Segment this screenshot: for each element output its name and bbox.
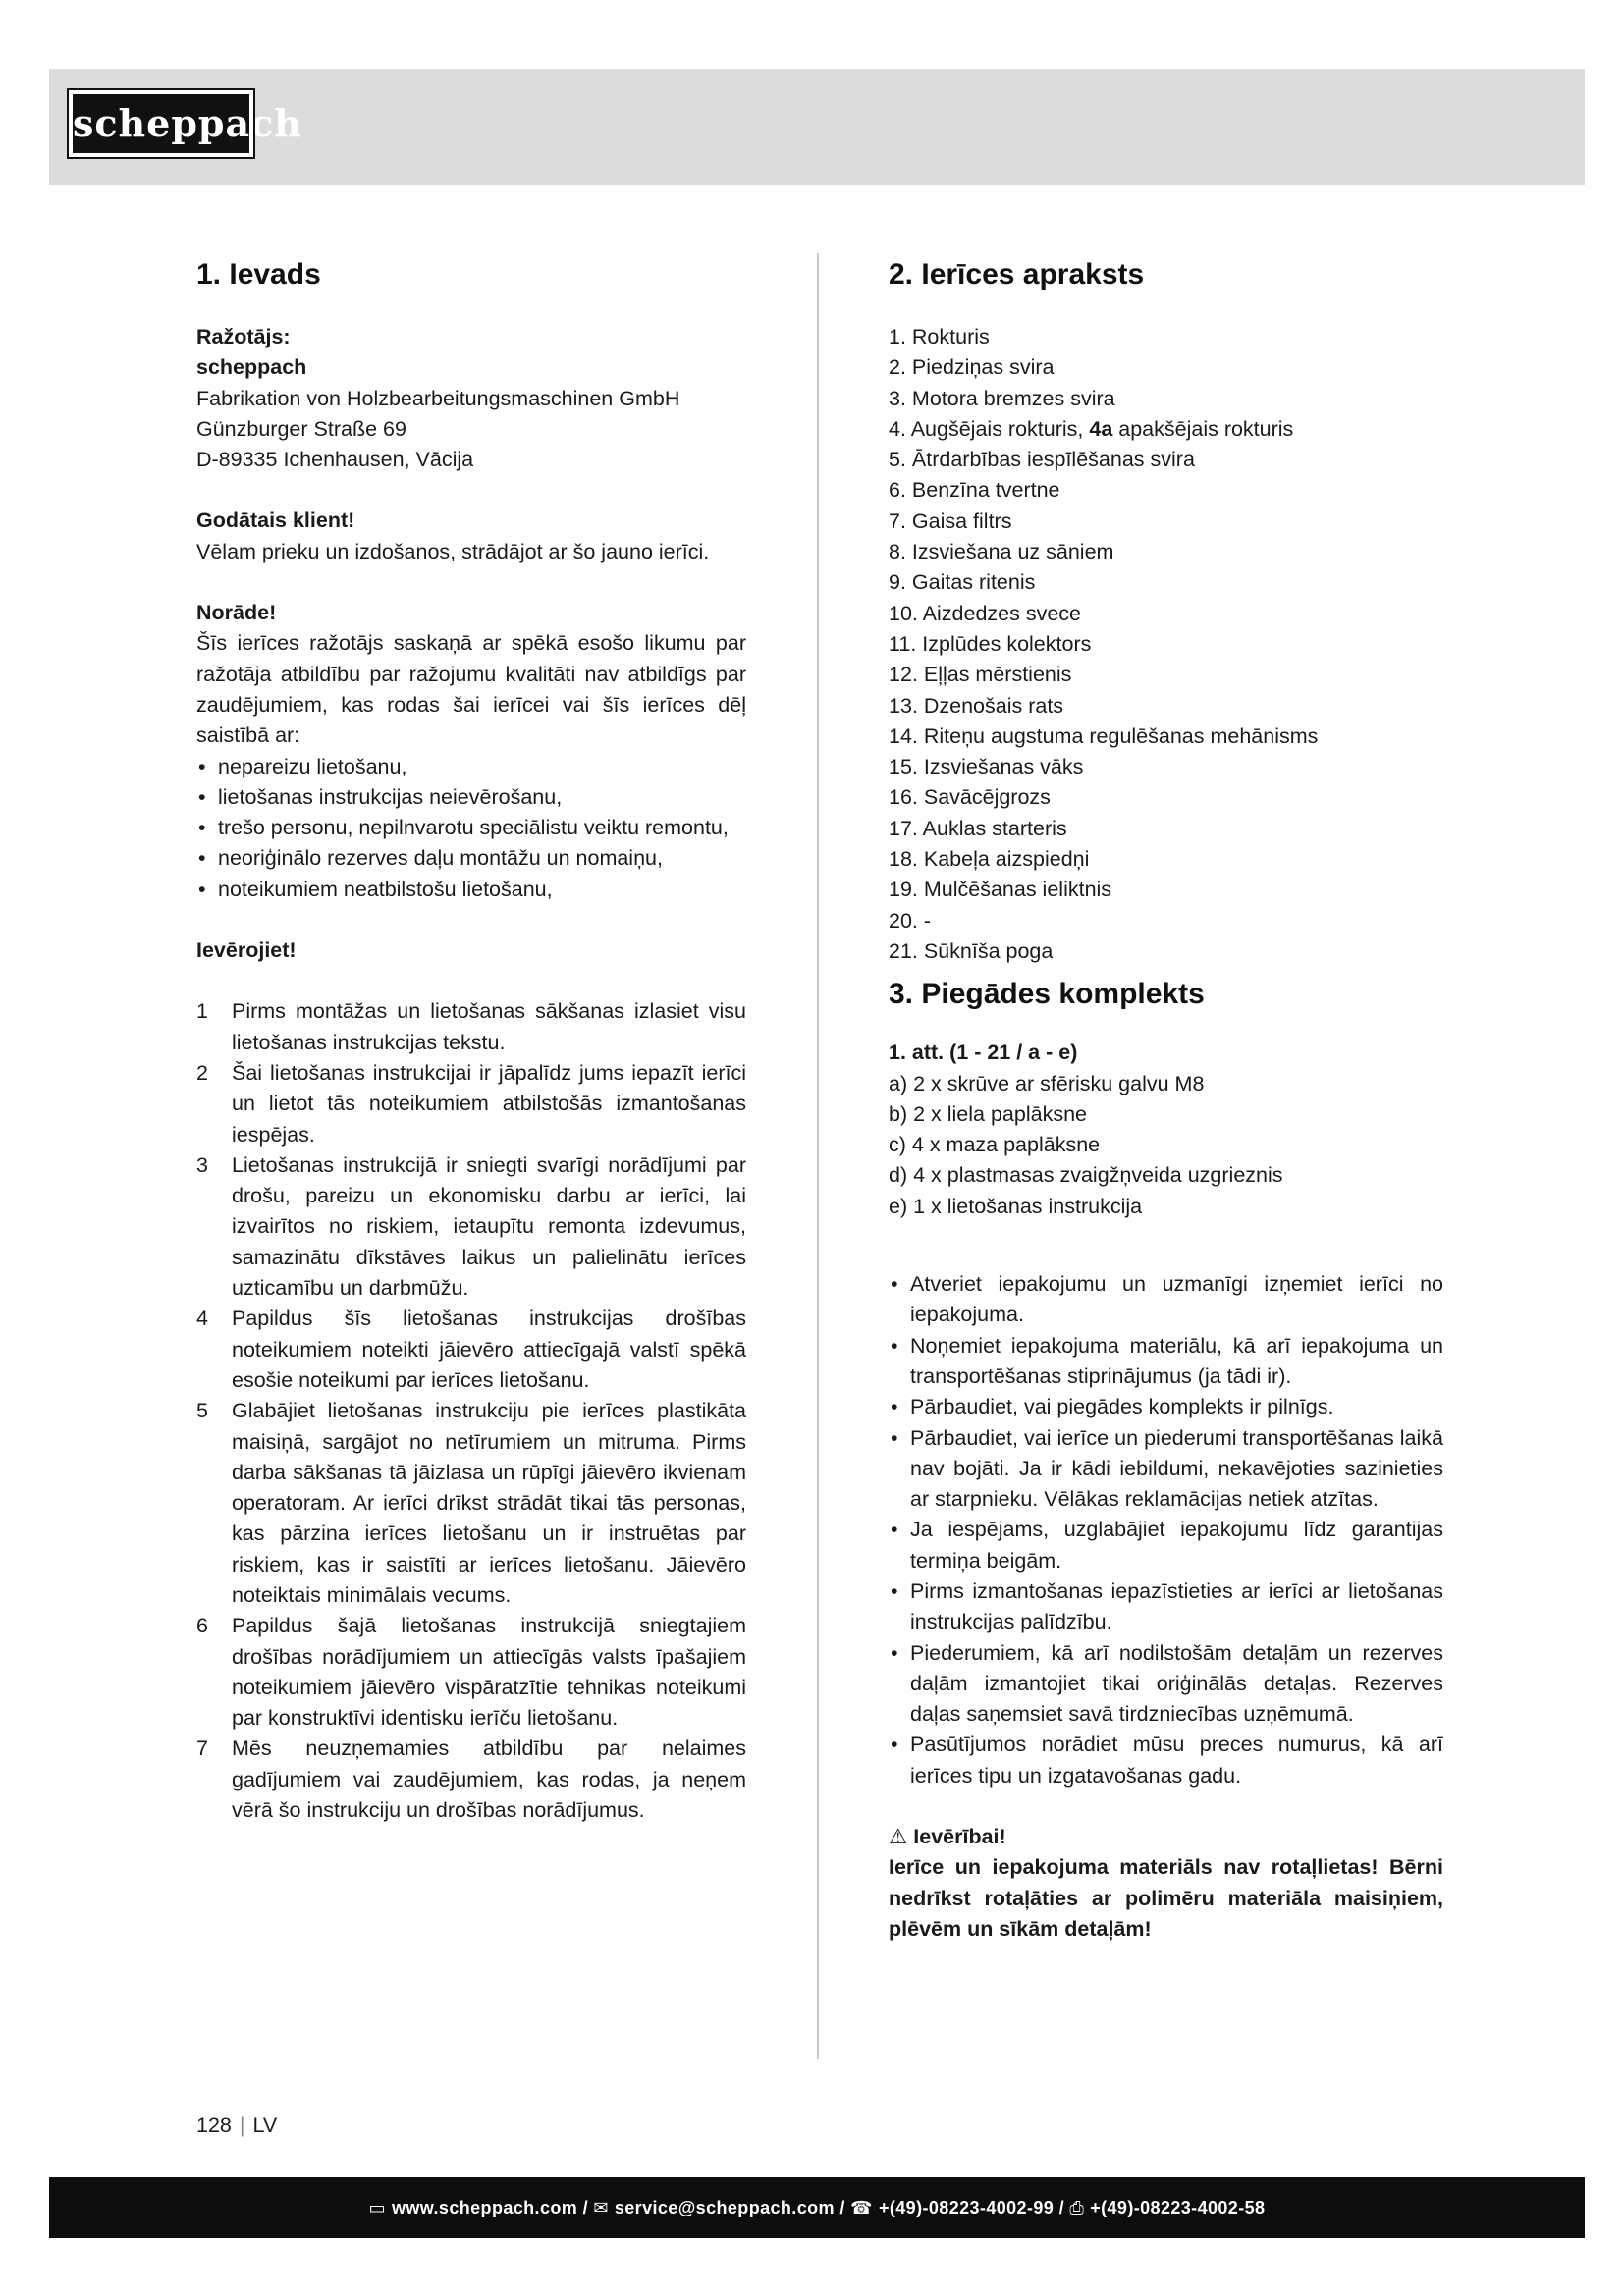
item-number: 1 — [196, 999, 208, 1024]
item-text: Lietošanas instrukcijā ir sniegti svarīgi norādījumi par drošu, pareizu un ekonomisku darbu ar ierīci, lai izvairītos no riskiem, ietaupītu remonta izdevumus, samazinātu dīkstāves laikus un palielinātu ierīces uzticamību un darbmūžu. — [232, 1152, 746, 1301]
address-line: Günzburger Straße 69 — [196, 416, 406, 441]
item-number: 5 — [196, 1399, 208, 1423]
warning-text: Ierīce un iepakojuma materiāls nav rotaļlietas! Bērni nedrīkst rotaļāties ar polimēru materiāla maisiņiem, plēvēm un sīkām detaļām! — [889, 1855, 1443, 1941]
website-link[interactable]: www.scheppach.com / — [391, 2198, 588, 2217]
manufacturer-name: scheppach — [196, 355, 307, 380]
list-item: • Ja iespējams, uzglabājiet iepakojumu līdz garantijas termiņa beigām. — [889, 1515, 1443, 1576]
list-item: • Pasūtījumos norādiet mūsu preces numurus, kā arī ierīces tipu un izgatavošanas gadu. — [889, 1730, 1443, 1791]
delivery-parts-list — [889, 1069, 1443, 1222]
phone-number: +(49)-08223-4002-99 / — [878, 2198, 1064, 2217]
instructions-list — [196, 996, 746, 1826]
item-text: Papildus šajā lietošanas instrukcijā sniegtajiem drošības norādījumiem un attiecīgās valsts īpašajiem noteikumiem jāievēro vispāratzītie tehnikas noteikumi par konstruktīvi identisku ierīču lietošanu. — [232, 1614, 746, 1731]
item-text: Glabājiet lietošanas instrukciju pie ierīces plastikāta maisiņā, sargājot no netīrumiem un mitruma. Pirms darba sākšanas tā jāizlasa un rūpīgi jāievēro ikvienam operatoram. Ar ierīci drīkst strādāt tikai tās personas, kas pārzina ierīces lietošanu un ir instruētas par riskiem, kas ir saistīti ar ierīces lietošanu. Jāievēro noteiktais minimālais vecums. — [232, 1399, 746, 1607]
figure-reference: 1. att. (1 - 21 / a - e) — [889, 1041, 1078, 1065]
list-item: 18. Kabeļa aizspiedņi — [889, 847, 1090, 872]
list-item: • Pirms izmantošanas iepazīstieties ar ierīci ar lietošanas instrukcijas palīdzību. — [889, 1576, 1443, 1638]
list-item: 20. - — [889, 908, 932, 933]
list-item: 19. Mulčēšanas ieliktnis — [889, 878, 1112, 902]
item-number: 6 — [196, 1614, 208, 1638]
item-text: Papildus šīs lietošanas instrukcijas drošības noteikumiem noteikti jāievēro attiecīgajā valstī spēkā esošie noteikumi par ierīces lietošanu. — [232, 1307, 746, 1392]
list-item: 17. Auklas starteris — [889, 816, 1067, 840]
list-item: 9. Gaitas ritenis — [889, 570, 1036, 595]
greeting-heading: Godātais klient! — [196, 508, 355, 533]
fax-number: +(49)-08223-4002-58 — [1090, 2198, 1266, 2217]
list-item: a) 2 x skrūve ar sfērisku galvu M8 — [889, 1071, 1205, 1095]
item-emphasis: 4a — [1089, 416, 1113, 441]
list-item: • lietošanas instrukcijas neievērošanu, — [196, 782, 746, 813]
list-item: • Pārbaudiet, vai piegādes komplekts ir pilnīgs. — [889, 1392, 1443, 1422]
section-3-title: 3. Piegādes komplekts — [889, 978, 1205, 1011]
item-text: 4. Augšējais rokturis, — [889, 416, 1090, 441]
page-separator: | — [239, 2113, 245, 2137]
list-item: • Piederumiem, kā arī nodilstošām detaļām un rezerves daļām izmantojiet tikai oriģinālās detaļas. Rezerves daļas saņemsiet savā tirdzniecības uzņēmumā. — [889, 1638, 1443, 1731]
list-item: c) 4 x maza paplāksne — [889, 1133, 1101, 1157]
list-item: 15. Izsviešanas vāks — [889, 755, 1084, 779]
language-code: LV — [252, 2113, 278, 2137]
list-item: • Pārbaudiet, vai ierīce un piederumi transportēšanas laikā nav bojāti. Ja ir kādi iebildumi, nekavējoties sazinieties ar starpnieku. Vēlākas reklamācijas netiek atzītas. — [889, 1423, 1443, 1516]
monitor-icon: ▭ — [368, 2198, 386, 2217]
list-item: 14. Riteņu augstuma regulēšanas mehānisms — [889, 723, 1319, 748]
list-item — [196, 1304, 746, 1396]
device-parts-list — [889, 322, 1443, 967]
item-text: Šai lietošanas instrukcijai ir jāpalīdz jums iepazīt ierīci un lietot tās noteikumiem atbilstošās izmantošanas iespējas. — [232, 1060, 746, 1147]
right-column — [889, 253, 1443, 1945]
manufacturer-label: Ražotājs: — [196, 325, 291, 348]
list-item: 13. Dzenošais rats — [889, 693, 1064, 718]
list-item — [889, 414, 1443, 445]
list-item: 11. Izplūdes kolektors — [889, 631, 1092, 656]
list-item: 10. Aizdedzes svece — [889, 601, 1082, 625]
list-item: • nepareizu lietošanu, — [196, 752, 746, 782]
list-item: 12. Eļļas mērstienis — [889, 663, 1072, 687]
footer-contact-bar — [49, 2177, 1585, 2238]
greeting-text: Vēlam prieku un izdošanos, strādājot ar šo jauno ierīci. — [196, 539, 710, 563]
item-number: 2 — [196, 1060, 208, 1085]
warning-heading: Ievērībai! — [913, 1825, 1006, 1849]
list-item — [196, 1734, 746, 1826]
list-item — [196, 1150, 746, 1304]
list-item: 7. Gaisa filtrs — [889, 508, 1012, 533]
list-item: • noteikumiem neatbilstošu lietošanu, — [196, 875, 746, 905]
item-number: 7 — [196, 1736, 208, 1761]
attention-heading: Ievērojiet! — [196, 938, 297, 963]
phone-icon: ☎ — [850, 2198, 873, 2217]
list-item: 16. Savācējgrozs — [889, 785, 1051, 810]
list-item: d) 4 x plastmasas zvaigžņveida uzgrieznis — [889, 1163, 1283, 1188]
list-item — [196, 1058, 746, 1150]
list-item: 6. Benzīna tvertne — [889, 478, 1060, 503]
left-column — [196, 253, 746, 1826]
list-item — [196, 1396, 746, 1611]
list-item: 21. Sūknīša poga — [889, 938, 1054, 963]
list-item: 2. Piedziņas svira — [889, 355, 1055, 380]
list-item: • neoriģinālo rezerves daļu montāžu un nomaiņu, — [196, 843, 746, 874]
email-link[interactable]: service@scheppach.com / — [614, 2198, 845, 2217]
section-2-title: 2. Ierīces apraksts — [889, 258, 1145, 291]
notice-bullet-list — [196, 752, 746, 905]
address-line: D-89335 Ichenhausen, Vācija — [196, 448, 474, 472]
list-item: • Noņemiet iepakojuma materiālu, kā arī iepakojuma un transportēšanas stiprinājumus (ja tādi ir). — [889, 1331, 1443, 1393]
list-item: b) 2 x liela paplāksne — [889, 1101, 1087, 1126]
item-number: 4 — [196, 1307, 208, 1331]
scheppach-logo: scheppach — [69, 90, 253, 157]
list-item — [196, 1611, 746, 1734]
warning-icon: ⚠ — [889, 1825, 908, 1849]
column-divider — [817, 253, 819, 2059]
list-item: • Atveriet iepakojumu un uzmanīgi izņemiet ierīci no iepakojuma. — [889, 1269, 1443, 1331]
page-number-block — [196, 2110, 277, 2140]
item-number: 3 — [196, 1152, 208, 1177]
item-text: apakšējais rokturis — [1112, 416, 1294, 441]
address-line: Fabrikation von Holzbearbeitungsmaschinen GmbH — [196, 386, 680, 410]
list-item: 5. Ātrdarbības iespīlēšanas svira — [889, 448, 1195, 472]
fax-icon: ⎙ — [1069, 2198, 1085, 2217]
page-number: 128 — [196, 2113, 232, 2137]
mail-icon: ✉ — [593, 2198, 609, 2217]
list-item: 3. Motora bremzes svira — [889, 386, 1115, 410]
item-text: Mēs neuzņemamies atbildību par nelaimes gadījumiem vai zaudējumiem, kas rodas, ja neņem vērā šo instrukciju un drošības norādījumus. — [232, 1736, 746, 1823]
notice-text: Šīs ierīces ražotājs saskaņā ar spēkā esošo likumu par ražotāja atbildību par ražojumu kvalitāti nav atbildīgs par zaudējumiem, kas rodas šai ierīcei vai šīs ierīces dēļ saistībā ar: — [196, 631, 746, 748]
unpacking-bullet-list — [889, 1269, 1443, 1791]
item-text: Pirms montāžas un lietošanas sākšanas izlasiet visu lietošanas instrukcijas tekstu. — [232, 999, 746, 1054]
list-item: e) 1 x lietošanas instrukcija — [889, 1194, 1143, 1218]
warning-heading-line — [889, 1822, 1443, 1852]
section-1-title: 1. Ievads — [196, 258, 321, 291]
list-item: • trešo personu, nepilnvarotu speciālistu veiktu remontu, — [196, 813, 746, 843]
list-item: 1. Rokturis — [889, 325, 990, 348]
list-item — [196, 996, 746, 1058]
notice-heading: Norāde! — [196, 601, 277, 625]
list-item: 8. Izsviešana uz sāniem — [889, 540, 1114, 564]
